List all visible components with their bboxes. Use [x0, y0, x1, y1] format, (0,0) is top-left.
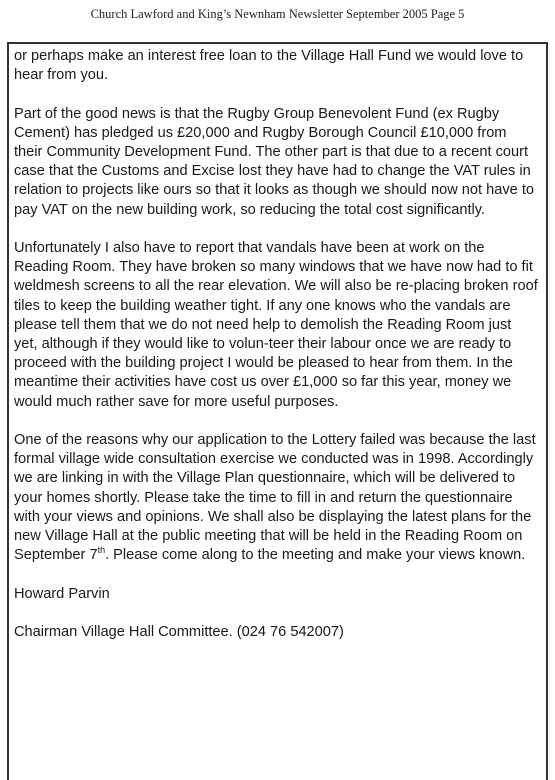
paragraph-vandals: Unfortunately I also have to report that vandals have been at work on the Reading Room. They have broken so many windows that we have now had to fit weldmesh screens to all the rear elevation. We will also be re-placing broken roof tiles to keep the building weather tight. If any one knows who the vandals are please tell them that we do not need help to demolish the Reading Room just yet, although if they would like to volun-teer their labour once we are ready to proceed with the building project I would be pleased to hear from them. In the meantime their activities have cost us over £1,000 so far this year, money we would much rather save for more useful purposes.: [14, 240, 538, 410]
ordinal-suffix: th: [97, 545, 106, 556]
article-body: [14, 47, 538, 661]
paragraph-loan-request: or perhaps make an interest free loan to the Village Hall Fund we would love to hear from you.: [14, 48, 524, 84]
paragraph-lottery-consultation: [14, 431, 538, 565]
signature-name: Howard Parvin: [14, 585, 110, 602]
paragraph-lottery-tail: . Please come along to the meeting and make your views known.: [105, 547, 526, 564]
page-header: Church Lawford and King’s Newnham Newsletter September 2005 Page 5: [90, 7, 465, 21]
paragraph-good-news: Part of the good news is that the Rugby Group Benevolent Fund (ex Rugby Cement) has pledged us £20,000 and Rugby Borough Council £10,000 from their Community Development Fund. The other part is that due to a recent court case that the Customs and Excise lost they have had to change the VAT rules in relation to projects like ours so that it looks as though we should now not have to pay VAT on the new building work, so reducing the total cost significantly.: [14, 105, 535, 218]
signature-title: Chairman Village Hall Committee. (024 76 542007): [14, 624, 344, 641]
paragraph-lottery-text: One of the reasons why our application to the Lottery failed was because the last formal village wide consultation exercise we conducted was in 1998. Accordingly we are linking in with the Village Plan questionnaire, which will be delivered to your homes shortly. Please take the time to fill in and return the questionnaire with your views and opinions. We shall also be displaying the latest plans for the new Village Hall at the public meeting that will be held in the Reading Room on September 7: [14, 432, 536, 564]
